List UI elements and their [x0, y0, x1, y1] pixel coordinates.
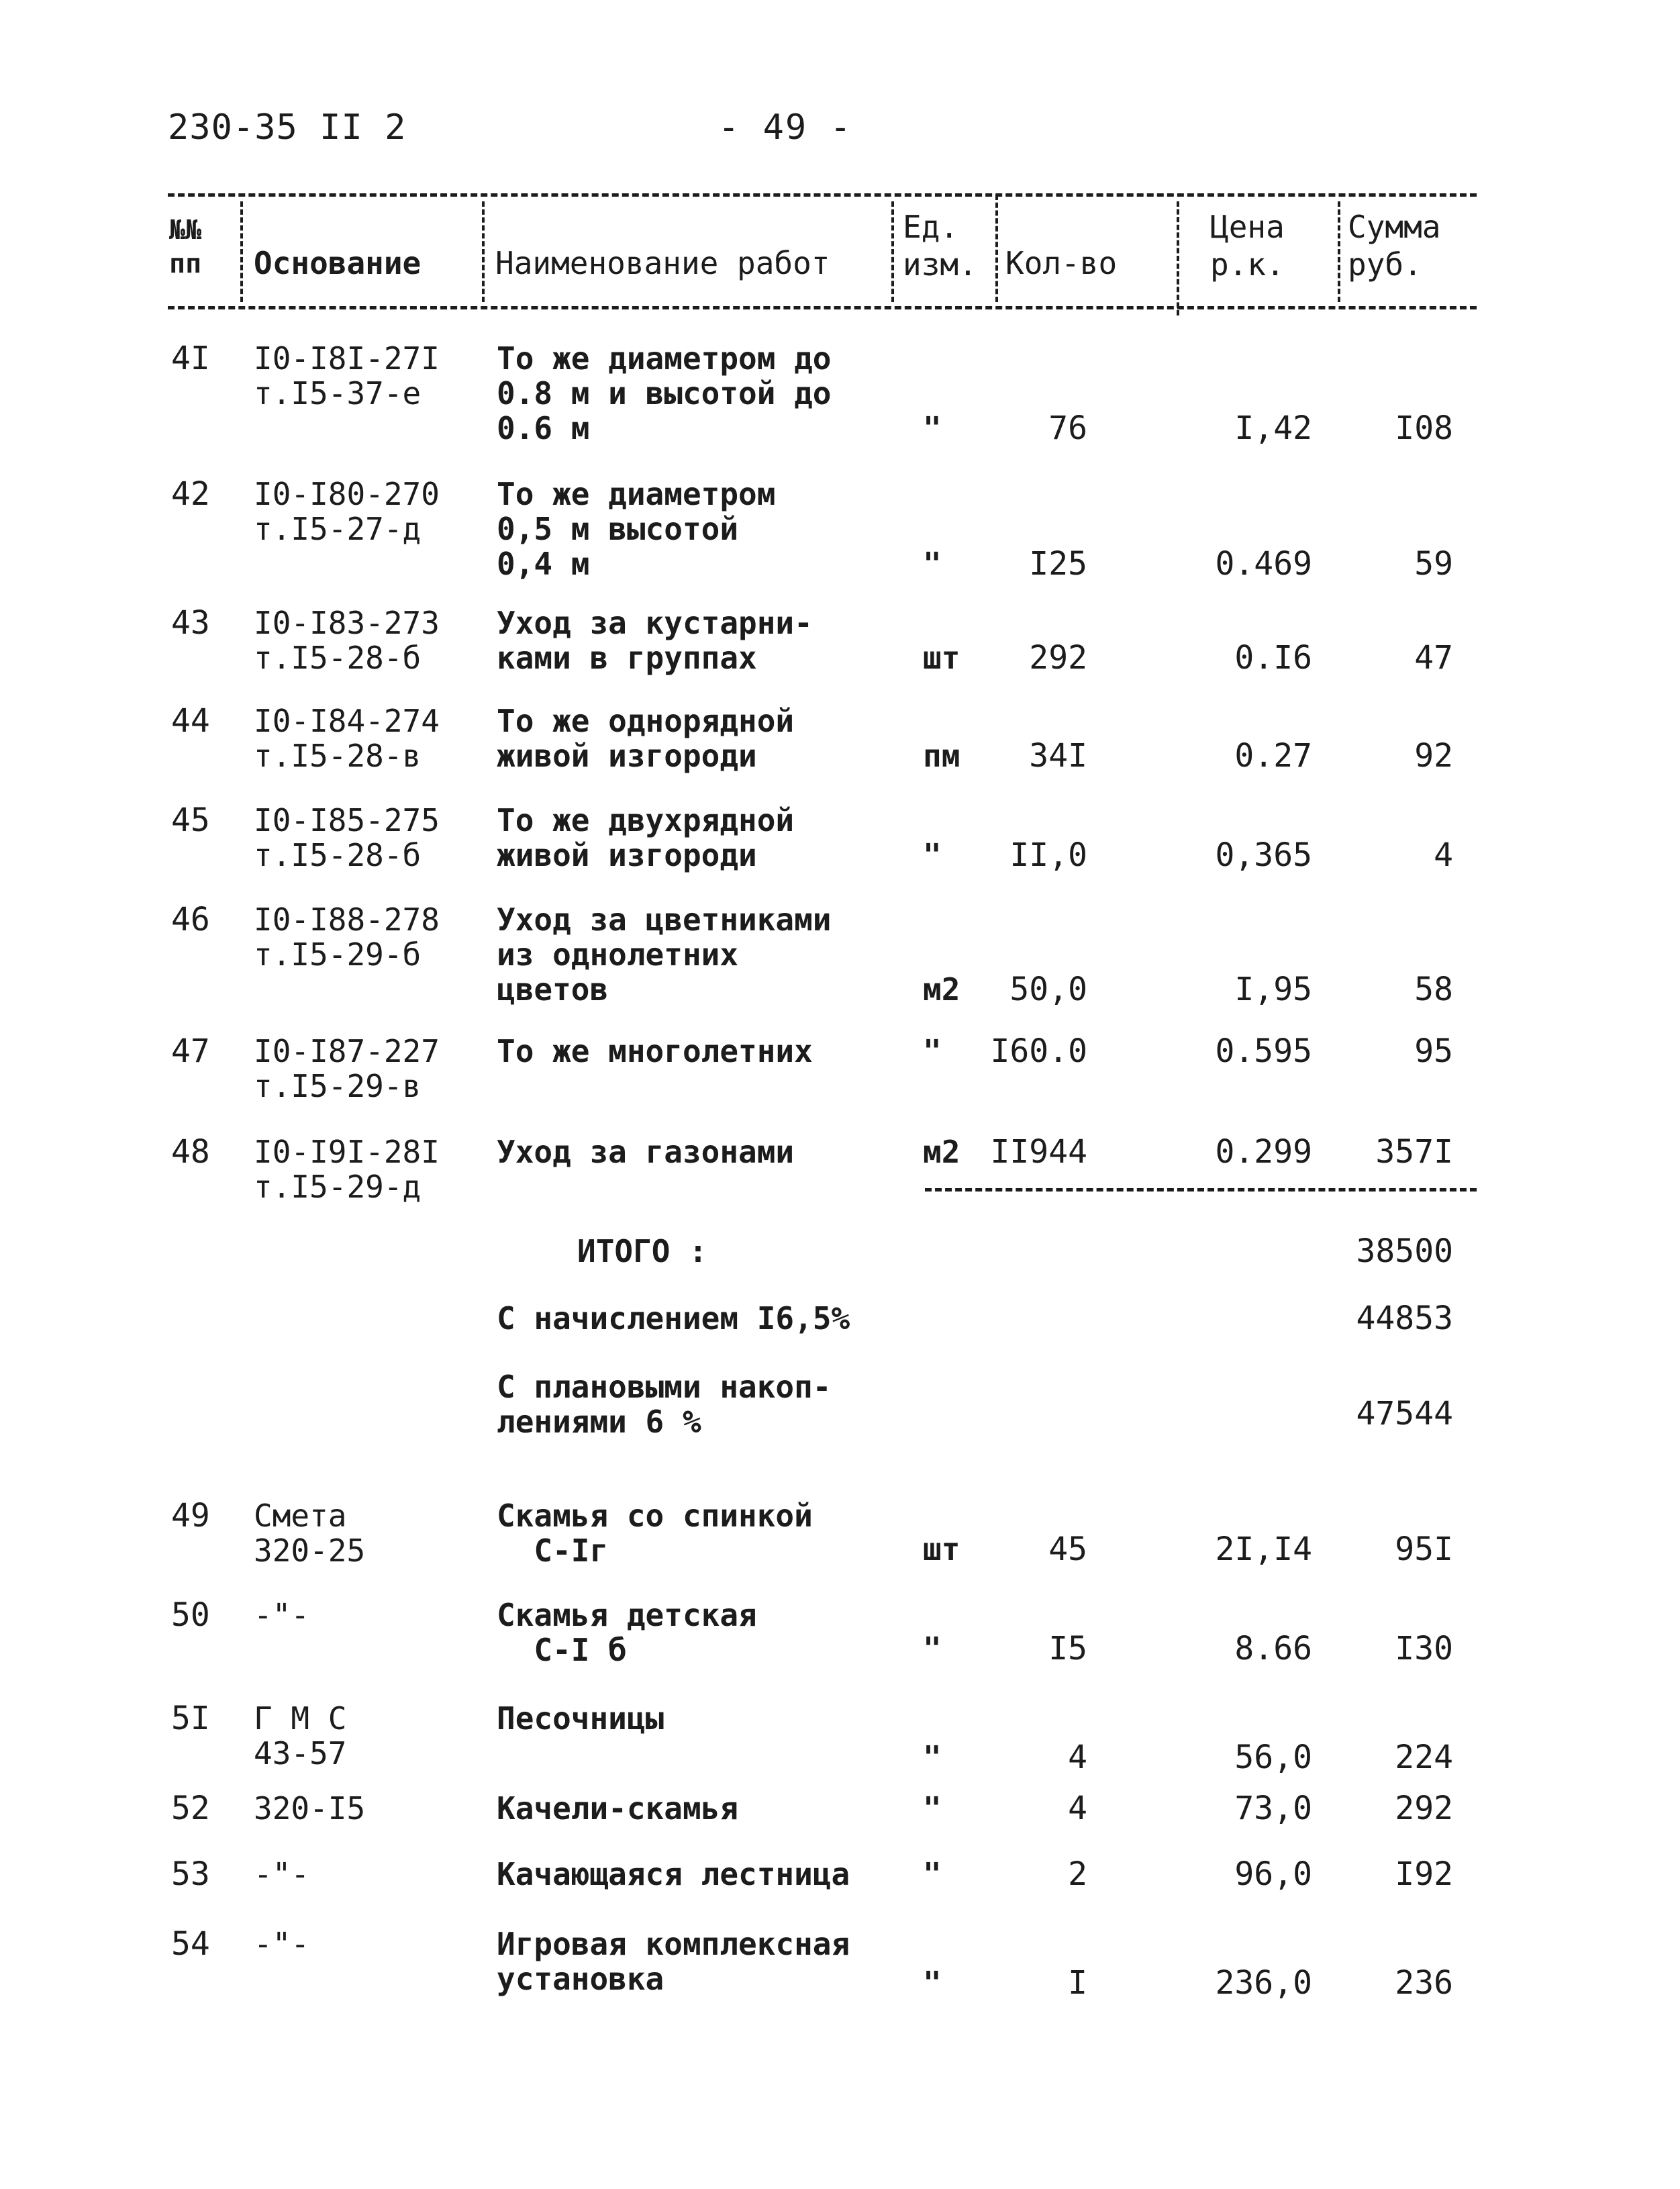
row-work-name: Скамья детская С-I б	[497, 1597, 757, 1668]
row-quantity: II944	[990, 1133, 1087, 1171]
total-value: 44853	[1356, 1300, 1453, 1337]
table-top-rule	[168, 193, 1477, 197]
col-sep-1	[240, 201, 243, 302]
row-basis: I0-I87-227 т.I5-29-в	[254, 1033, 440, 1104]
row-basis: -"-	[254, 1597, 310, 1633]
row-work-name: Песочницы	[497, 1700, 664, 1737]
row-basis: I0-I84-274 т.I5-28-в	[254, 703, 440, 774]
row-unit: м2	[923, 1134, 960, 1170]
row-quantity: 4	[1068, 1790, 1087, 1827]
row-work-name: То же однорядной живой изгороди	[497, 703, 795, 774]
row-basis: -"-	[254, 1856, 310, 1892]
col-header-no: №№ пп	[169, 215, 202, 279]
row-unit: "	[923, 1856, 942, 1892]
row-number: 52	[171, 1790, 210, 1827]
doc-code: 230-35 II 2	[168, 107, 407, 148]
row-work-name: То же диаметром 0,5 м высотой 0,4 м	[497, 476, 776, 582]
row-sum: 4	[1434, 836, 1453, 874]
row-sum: 224	[1395, 1739, 1453, 1776]
row-price: 0.299	[1215, 1133, 1312, 1171]
row-sum: 47	[1414, 639, 1453, 677]
row-price: 2I,I4	[1215, 1530, 1312, 1568]
row-number: 54	[171, 1925, 210, 1963]
row-basis: I0-I80-270 т.I5-27-д	[254, 476, 440, 547]
row-quantity: 2	[1068, 1855, 1087, 1893]
row-sum: 58	[1414, 971, 1453, 1008]
row-number: 53	[171, 1855, 210, 1893]
row-price: 0,365	[1215, 836, 1312, 874]
row-number: 4I	[171, 340, 210, 377]
row-unit: м2	[923, 971, 960, 1008]
row-sum: I92	[1395, 1855, 1453, 1893]
row-price: 56,0	[1234, 1739, 1312, 1776]
row-unit: "	[923, 1965, 942, 2001]
row-sum: 357I	[1375, 1133, 1453, 1171]
row-sum: 95I	[1395, 1530, 1453, 1568]
col-header-sum: Сумма руб.	[1348, 209, 1441, 283]
row-work-name: Уход за газонами	[497, 1134, 795, 1170]
row-basis: I0-I85-275 т.I5-28-б	[254, 802, 440, 873]
row-price: 0.469	[1215, 545, 1312, 583]
row-sum: I08	[1395, 409, 1453, 447]
col-sep-2	[482, 201, 485, 302]
total-value: 47544	[1356, 1395, 1453, 1432]
row-work-name: То же диаметром до 0.8 м и высотой до 0.6 м	[497, 340, 832, 446]
total-label: ИТОГО :	[577, 1233, 707, 1269]
row-quantity: I60.0	[990, 1032, 1087, 1070]
row-number: 46	[171, 901, 210, 938]
row-unit: "	[923, 546, 942, 582]
row-unit: пм	[923, 738, 960, 774]
col-header-basis: Основание	[254, 245, 422, 281]
row-sum: 59	[1414, 545, 1453, 583]
row-quantity: II,0	[1009, 836, 1087, 874]
row-work-name: Качающаяся лестница	[497, 1856, 850, 1892]
row-sum: 95	[1414, 1032, 1453, 1070]
col-sep-6	[1338, 201, 1340, 302]
row-price: 8.66	[1234, 1630, 1312, 1667]
total-value: 38500	[1356, 1232, 1453, 1270]
row-price: I,42	[1234, 409, 1312, 447]
totals-rule	[925, 1188, 1477, 1191]
row-unit: "	[923, 1739, 942, 1775]
row-number: 50	[171, 1596, 210, 1634]
row-work-name: То же многолетних	[497, 1033, 813, 1069]
row-basis: Г М С 43-57	[254, 1700, 347, 1771]
row-quantity: 34I	[1029, 737, 1087, 775]
row-unit: "	[923, 837, 942, 873]
row-quantity: 76	[1048, 409, 1087, 447]
row-work-name: Качели-скамья	[497, 1790, 739, 1827]
row-unit: "	[923, 1790, 942, 1827]
page-number: - 49 -	[718, 107, 852, 148]
row-quantity: 4	[1068, 1739, 1087, 1776]
row-number: 47	[171, 1032, 210, 1070]
row-quantity: 45	[1048, 1530, 1087, 1568]
row-quantity: 292	[1029, 639, 1087, 677]
row-number: 44	[171, 702, 210, 740]
row-unit: шт	[923, 640, 960, 676]
row-number: 48	[171, 1133, 210, 1171]
row-number: 45	[171, 801, 210, 839]
row-basis: Смета 320-25	[254, 1498, 366, 1569]
row-unit: "	[923, 410, 942, 446]
row-price: 96,0	[1234, 1855, 1312, 1893]
col-sep-5	[1177, 201, 1179, 315]
row-price: 73,0	[1234, 1790, 1312, 1827]
row-sum: I30	[1395, 1630, 1453, 1667]
row-price: 0.I6	[1234, 639, 1312, 677]
row-basis: I0-I83-273 т.I5-28-б	[254, 605, 440, 676]
col-header-unit: Ед. изм.	[903, 209, 977, 283]
col-header-price: Цена р.к.	[1210, 209, 1285, 283]
row-sum: 92	[1414, 737, 1453, 775]
row-price: I,95	[1234, 971, 1312, 1008]
col-sep-3	[891, 201, 894, 302]
row-quantity: I25	[1029, 545, 1087, 583]
row-work-name: Уход за цветниками из однолетних цветов	[497, 902, 832, 1008]
total-label: С начислением I6,5%	[497, 1300, 850, 1336]
row-basis: I0-I88-278 т.I5-29-б	[254, 902, 440, 973]
col-header-qty: Кол-во	[1005, 245, 1118, 281]
row-price: 236,0	[1215, 1964, 1312, 2002]
row-number: 43	[171, 604, 210, 642]
row-basis: 320-I5	[254, 1790, 366, 1827]
row-unit: "	[923, 1631, 942, 1667]
row-work-name: То же двухрядной живой изгороди	[497, 802, 795, 873]
row-work-name: Скамья со спинкой С-Iг	[497, 1498, 813, 1569]
row-price: 0.595	[1215, 1032, 1312, 1070]
row-work-name: Уход за кустарни- ками в группах	[497, 605, 813, 676]
col-sep-4	[995, 195, 998, 302]
row-sum: 236	[1395, 1964, 1453, 2002]
col-header-name: Наименование работ	[495, 245, 830, 281]
row-price: 0.27	[1234, 737, 1312, 775]
row-basis: I0-I9I-28I т.I5-29-д	[254, 1134, 440, 1205]
row-number: 5I	[171, 1700, 210, 1737]
row-sum: 292	[1395, 1790, 1453, 1827]
row-number: 42	[171, 475, 210, 513]
total-label: С плановыми накоп- лениями 6 %	[497, 1369, 832, 1440]
row-quantity: I5	[1048, 1630, 1087, 1667]
row-unit: "	[923, 1033, 942, 1069]
row-unit: шт	[923, 1531, 960, 1567]
row-quantity: 50,0	[1009, 971, 1087, 1008]
row-work-name: Игровая комплексная установка	[497, 1926, 850, 1997]
row-basis: -"-	[254, 1926, 310, 1962]
row-quantity: I	[1068, 1964, 1087, 2002]
row-basis: I0-I8I-27I т.I5-37-е	[254, 340, 440, 411]
row-number: 49	[171, 1497, 210, 1535]
table-header-rule	[168, 306, 1477, 309]
